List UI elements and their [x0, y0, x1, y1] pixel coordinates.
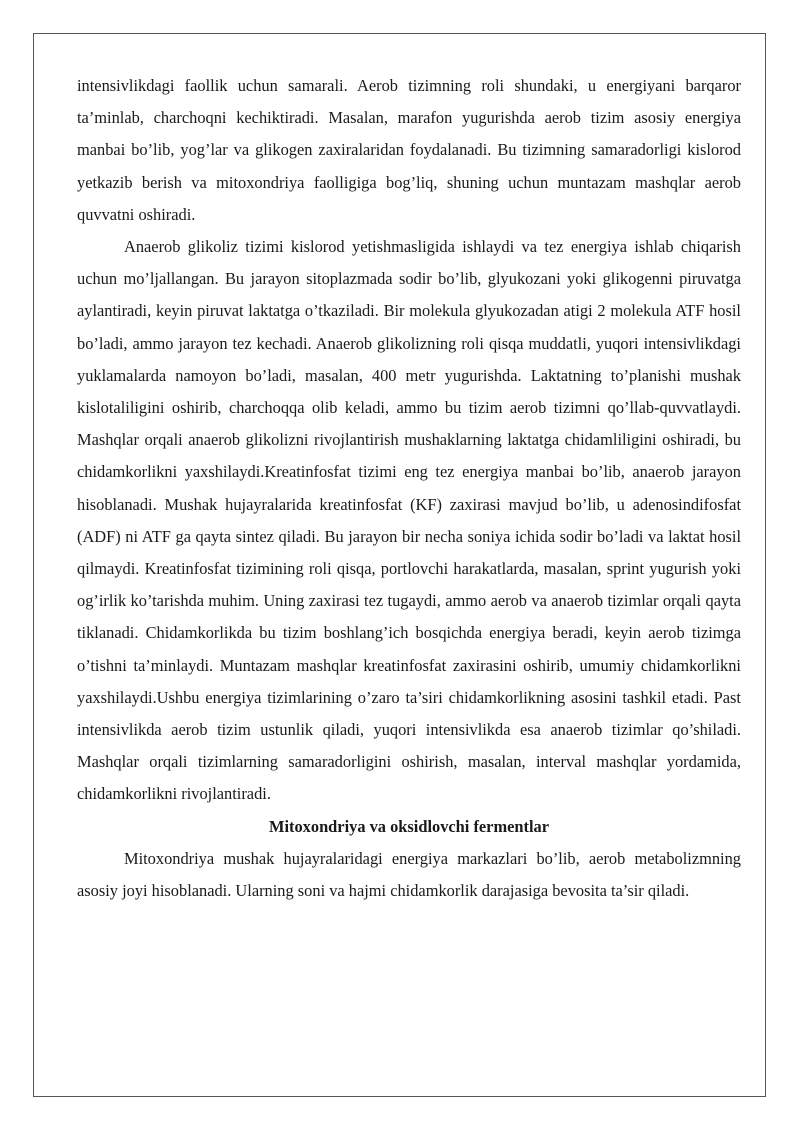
document-body — [77, 70, 741, 907]
section-heading: Mitoxondriya va oksidlovchi fermentlar — [269, 816, 549, 836]
paragraph-mitoxondriya: Mitoxondriya mushak hujayralaridagi energiya markazlari bo’lib, aerob metabolizmning asosiy joyi hisoblanadi. Ularning soni va hajmi chidamkorlik darajasiga bevosita ta’sir qiladi. — [77, 848, 741, 901]
paragraph-continued: intensivlikdagi faollik uchun samarali. Aerob tizimning roli shundaki, u energiyani barqaror ta’minlab, charchoqni kechiktiradi. Masalan, marafon yugurishda aerob tizim asosiy energiya manbai bo’lib, yog’lar va glikogen zaxiralaridan foydalanadi. Bu tizimning samaradorligi kislorod yetkazib berish va mitoxondriya faolligiga bog’liq, shuning uchun muntazam mashqlar aerob quvvatni oshiradi. — [77, 76, 741, 224]
paragraph-anaerob: Anaerob glikoliz tizimi kislorod yetishmasligida ishlaydi va tez energiya ishlab chiqarish uchun mo’ljallangan. Bu jarayon sitoplazmada sodir bo’lib, glyukozani yoki glikogenni piruvatga aylantiradi, keyin piruvat laktatga o’tkaziladi. Bir molekula glyukozadan atigi 2 molekula ATF hosil bo’ladi, ammo jarayon tez kechadi. Anaerob glikolizning roli qisqa muddatli, yuqori intensivlikdagi yuklamalarda namoyon bo’ladi, masalan, 400 metr yugurishda. Laktatning to’planishi mushak kislotaliligini oshirib, charchoqqa olib keladi, ammo bu tizim aerob tizimni qo’llab-quvvatlaydi. Mashqlar orqali anaerob glikolizni rivojlantirish mushaklarning laktatga chidamliligini oshiradi, bu chidamkorlikni yaxshilaydi.Kreatinfosfat tizimi eng tez energiya manbai bo’lib, anaerob jarayon hisoblanadi. Mushak hujayralarida kreatinfosfat (KF) zaxirasi mavjud bo’lib, u adenosindifosfat (ADF) ni ATF ga qayta sintez qiladi. Bu jarayon bir necha soniya ichida sodir bo’ladi va laktat hosil qilmaydi. Kreatinfosfat tizimining roli qisqa, portlovchi harakatlarda, masalan, sprint yugurish yoki og’irlik ko’tarishda muhim. Uning zaxirasi tez tugaydi, ammo aerob va anaerob tizimlar orqali qayta tiklanadi. Chidamkorlikda bu tizim boshlang’ich bosqichda energiya beradi, keyin aerob tizimga o’tishni ta’minlaydi. Muntazam mashqlar kreatinfosfat zaxirasini oshirib, umumiy chidamkorlikni yaxshilaydi.Ushbu energiya tizimlarining o’zaro ta’siri chidamkorlikning asosini tashkil etadi. Past intensivlikda aerob tizim ustunlik qiladi, yuqori intensivlikda esa anaerob tizimlar qo’shiladi. Mashqlar orqali tizimlarning samaradorligini oshirish, masalan, interval mashqlar yordamida, chidamkorlikni rivojlantiradi. — [77, 237, 741, 804]
